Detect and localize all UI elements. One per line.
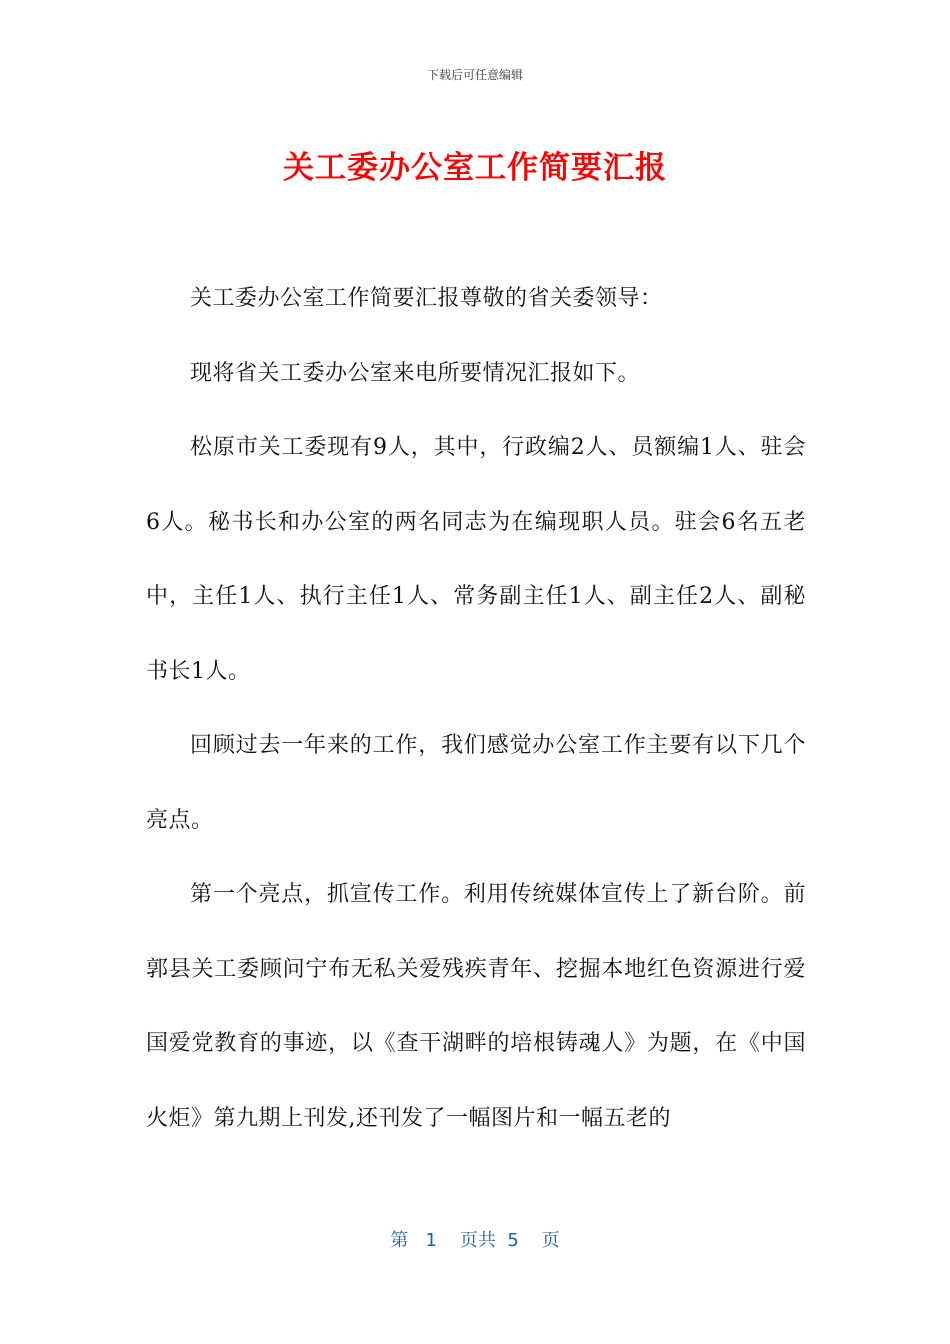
- page-middle: 页共: [459, 1230, 496, 1251]
- page-total: 5: [507, 1230, 519, 1251]
- header-note: 下载后可任意编辑: [426, 68, 523, 82]
- page-suffix: 页: [541, 1230, 560, 1251]
- paragraph-highlight-one: 第一个亮点，抓宣传工作。利用传统媒体宣传上了新台阶。前郭县关工委顾问宁布无私关爱残疾青年、挖掘本地红色资源进行爱国爱党教育的事迹，以《查干湖畔的培根铸魂人》为题，在《中国火炬》第九期上刊发,还刊发了一幅图片和一幅五老的: [146, 882, 806, 1131]
- page-prefix: 第: [390, 1230, 409, 1251]
- paragraph-staffing: 松原市关工委现有9人，其中，行政编2人、员额编1人、驻会6人。秘书长和办公室的两名同志为在编现职人员。驻会6名五老中，主任1人、执行主任1人、常务副主任1人、副主任2人、副秘书长1人。: [146, 435, 806, 684]
- page-number: 1: [425, 1230, 437, 1251]
- paragraph-intro: 现将省关工委办公室来电所要情况汇报如下。: [190, 360, 641, 386]
- paragraph-review: 回顾过去一年来的工作，我们感觉办公室工作主要有以下几个亮点。: [146, 733, 806, 833]
- page-footer: [0, 1226, 950, 1252]
- paragraph-greeting: 关工委办公室工作简要汇报尊敬的省关委领导：: [190, 286, 663, 311]
- document-title: 关工委办公室工作简要汇报: [283, 150, 667, 186]
- document-body: [146, 262, 806, 1156]
